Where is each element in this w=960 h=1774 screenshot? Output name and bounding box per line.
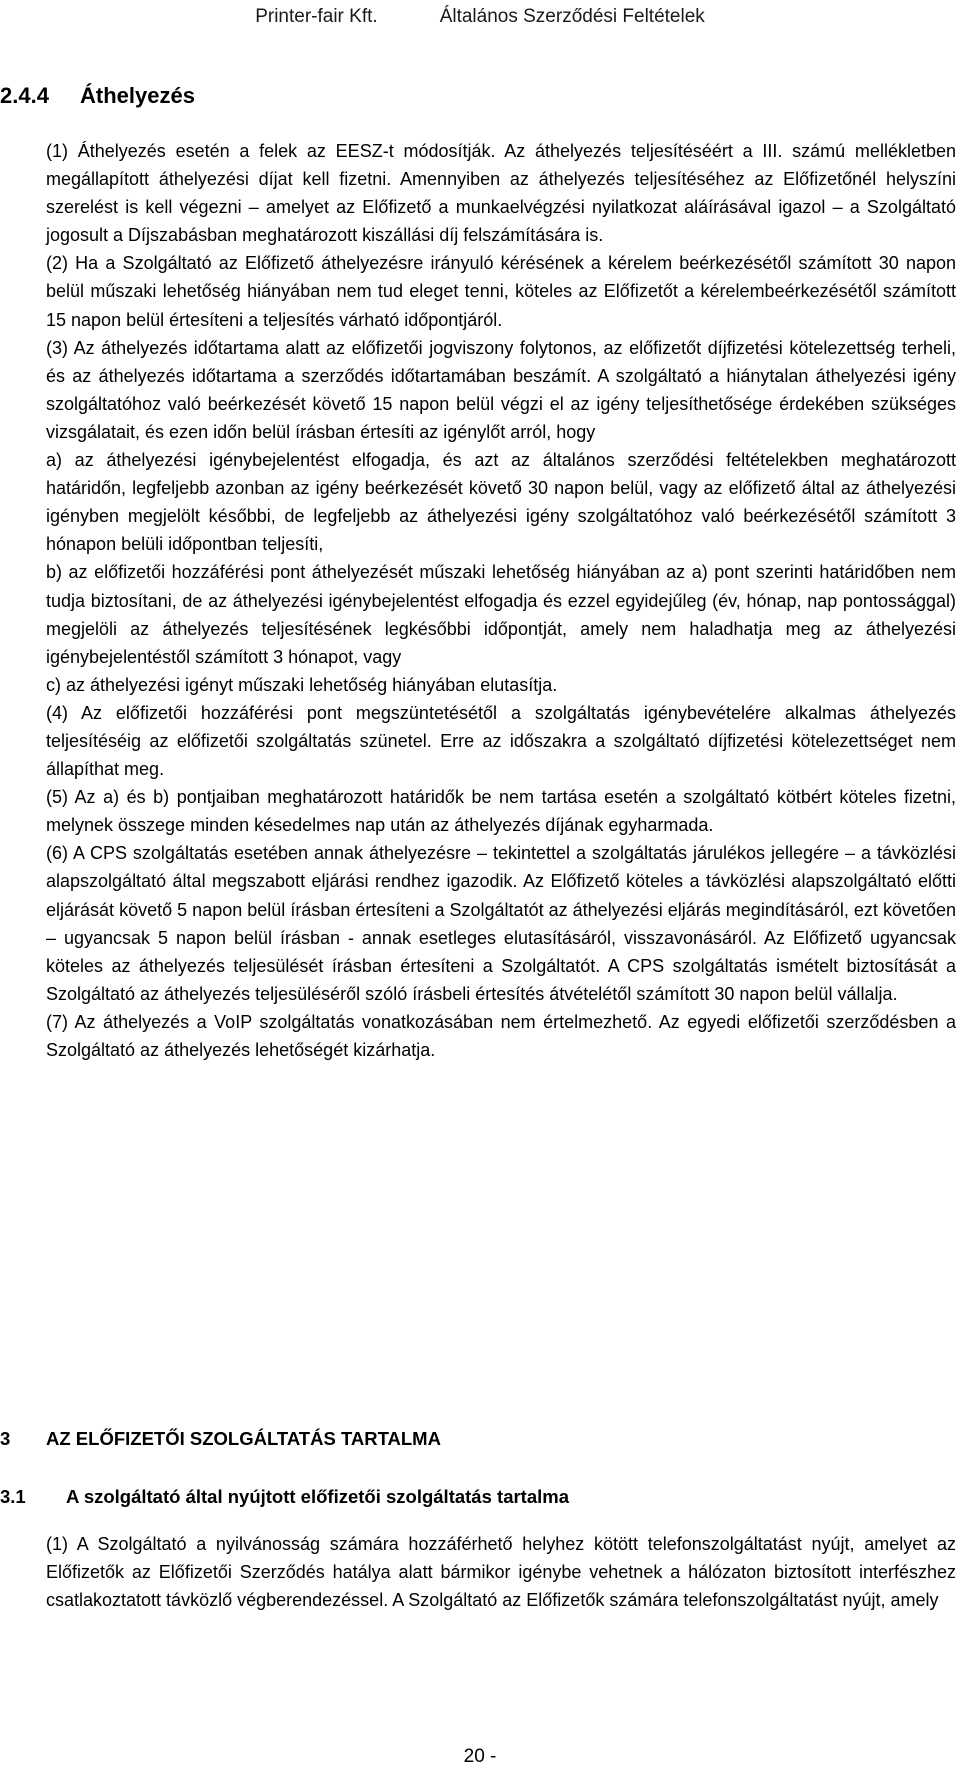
- section-heading-3-1: [0, 1486, 569, 1508]
- section-body-3-1: [46, 1530, 956, 1614]
- paragraph-7: (7) Az áthelyezés a VoIP szolgáltatás vonatkozásában nem értelmezhető. Az egyedi előfizetői szerződésben a Szolgáltató az áthelyezés lehetőségét kizárhatja.: [46, 1011, 956, 1060]
- chapter-heading-3: [0, 1428, 441, 1450]
- section-title: Áthelyezés: [80, 83, 195, 108]
- paragraph-3-1-1: (1) A Szolgáltató a nyilvánosság számára hozzáférhető helyhez kötött telefonszolgáltatást nyújt, amelyet az Előfizetők az Előfizetői Szerződés hatálya alatt bármikor igénybe vehetnek a hálózaton biztosított interfészhez csatlakoztatott távközlő végberendezéssel. A Szolgáltató az Előfizetők számára telefonszolgáltatást nyújt, amely: [46, 1534, 956, 1611]
- section-heading-2-4-4: [0, 83, 195, 109]
- page-number: 20 -: [463, 1746, 497, 1767]
- chapter-number: 3: [0, 1428, 11, 1449]
- section-title: A szolgáltató által nyújtott előfizetői szolgáltatás tartalma: [66, 1486, 570, 1507]
- header-company: Printer-fair Kft.: [255, 6, 378, 27]
- section-number: 3.1: [0, 1486, 26, 1507]
- paragraph-2: (2) Ha a Szolgáltató az Előfizető áthelyezésre irányuló kérésének a kérelem beérkezésétől számított 30 napon belül műszaki lehetőség hiányában nem tud eleget tenni, köteles az Előfizetőt a kérelembeérkezésétől számított 15 napon belül értesíteni a teljesítés várható időpontjáról.: [46, 253, 956, 330]
- paragraph-4: (4) Az előfizetői hozzáférési pont megszüntetésétől a szolgáltatás igénybevételére alkalmas áthelyezés teljesítéséig az előfizetői szolgáltatás szünetel. Erre az időszakra a szolgáltató díjfizetési kötelezettséget nem állapíthat meg.: [46, 702, 956, 780]
- section-number: 2.4.4: [0, 83, 49, 108]
- paragraph-5: (5) Az a) és b) pontjaiban meghatározott határidők be nem tartása esetén a szolgáltató kötbért köteles fizetni, melynek összege minden késedelmes nap után az áthelyezés díjának egyharmada.: [46, 787, 956, 836]
- page-header: [0, 6, 960, 28]
- paragraph-6: (6) A CPS szolgáltatás esetében annak áthelyezésre – tekintettel a szolgáltatás járulékos jellegére – a távközlési alapszolgáltató által megszabott eljárási rendhez igazodik. Az Előfizető köteles a távközlési alapszolgáltató előtti eljárását követő 5 napon belül írásban értesíteni a Szolgáltatót az áthelyezési eljárás megindításáról, ezt követően – ugyancsak 5 napon belül írásban - annak esetleges elutasításáról, visszavonásáról. Az Előfizető ugyancsak köteles az áthelyezés teljesülését írásban értesíteni a Szolgáltatót. A CPS szolgáltatás ismételt biztosítását a Szolgáltató az áthelyezés teljesüléséről szóló írásbeli értesítés átvételétől számított 30 napon belül vállalja.: [46, 843, 956, 1004]
- paragraph-1: (1) Áthelyezés esetén a felek az EESZ-t módosítják. Az áthelyezés teljesítéséért a III. számú mellékletben megállapított áthelyezési díjat kell fizetni. Amennyiben az áthelyezés teljesítéséhez az Előfizetőnél helyszíni szerelést is kell végezni – amelyet az Előfizető a munkaelvégzési nyilatkozat aláírásával igazol – a Szolgáltató jogosult a Díjszabásban meghatározott kiszállási díj felszámítására is.: [46, 141, 956, 246]
- paragraph-3: (3) Az áthelyezés időtartama alatt az előfizetői jogviszony folytonos, az előfizetőt díjfizetési kötelezettség terheli, és az áthelyezés időtartama a szerződés időtartamában beszámít. A szolgáltató a hiánytalan áthelyezési igény szolgáltatóhoz való beérkezését követő 15 napon belül végzi el az igény teljesíthetősége érdekében szükséges vizsgálatait, és ezen időn belül írásban értesíti az igénylőt arról, hogy: [46, 337, 956, 442]
- paragraph-3c: c) az áthelyezési igényt műszaki lehetőség hiányában elutasítja.: [46, 674, 558, 695]
- header-title: Általános Szerződési Feltételek: [439, 6, 705, 27]
- paragraph-3a: a) az áthelyezési igénybejelentést elfogadja, és azt az általános szerződési feltételekben meghatározott határidőn, legfeljebb azonban az igény beérkezését követő 30 napon belül, vagy az előfizető által az áthelyezési igényben megjelölt későbbi, de legfeljebb az áthelyezési igény szolgáltatóhoz való beérkezésétől számított 3 hónapon belüli időpontban teljesíti,: [46, 450, 956, 555]
- section-body: [46, 137, 956, 1064]
- paragraph-3b: b) az előfizetői hozzáférési pont áthelyezését műszaki lehetőség hiányában az a) pont szerinti határidőben nem tudja biztosítani, de az áthelyezési igénybejelentést elfogadja és ezzel egyidejűleg (év, hónap, nap pontossággal) megjelöli az áthelyezés teljesítésének legkésőbbi időpontját, amely nem haladhatja meg az áthelyezési igénybejelentéstől számított 3 hónapot, vagy: [46, 562, 956, 667]
- chapter-title: AZ ELŐFIZETŐI SZOLGÁLTATÁS TARTALMA: [46, 1428, 441, 1449]
